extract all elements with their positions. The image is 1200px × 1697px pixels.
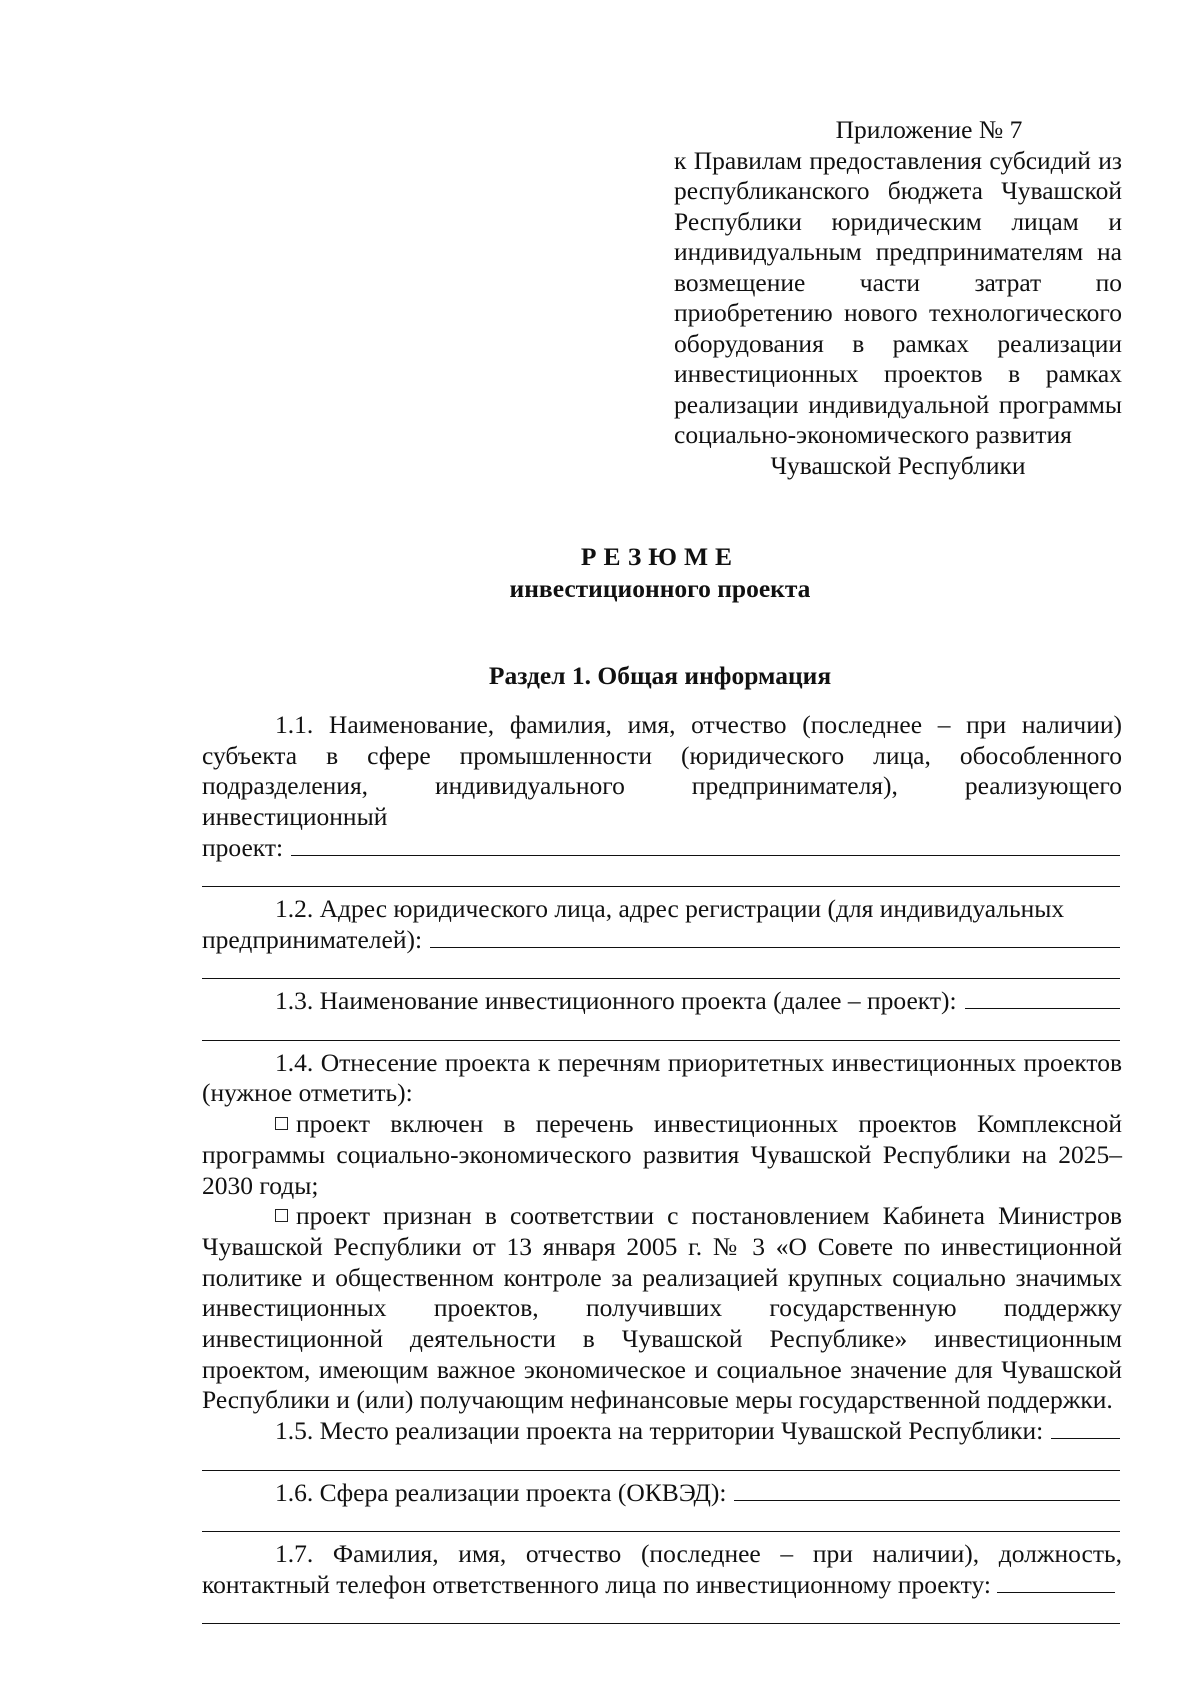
appendix-block (674, 115, 1122, 481)
item-1-2-fill-line[interactable] (430, 925, 1120, 948)
item-1-5-fill-line[interactable] (1051, 1416, 1120, 1439)
item-1-5-blank-line[interactable] (202, 1447, 1122, 1478)
checkbox-icon[interactable] (275, 1117, 288, 1130)
item-1-4-option-1-text: проект включен в перечень инвестиционных проектов Комплексной программы социально-экономического развития Чувашской Республики на 2025–2030 годы; (202, 1109, 1122, 1200)
item-1-6-blank-line[interactable] (202, 1508, 1122, 1539)
item-1-2-row (202, 925, 1122, 956)
item-1-4-option-1 (202, 1109, 1122, 1201)
item-1-2-tail: предпринимателей): (202, 924, 423, 954)
resume-heading: РЕЗЮМЕ (580, 542, 740, 571)
item-1-3-blank-line[interactable] (202, 1017, 1122, 1048)
item-1-4-option-2 (202, 1201, 1122, 1416)
item-1-6-fill-line[interactable] (734, 1478, 1120, 1501)
item-1-4-text: 1.4. Отнесение проекта к перечням приоритетных инвестиционных проектов (нужное отметить): (202, 1047, 1122, 1108)
item-1-5-row (202, 1416, 1122, 1447)
item-1-7-text (202, 1539, 1122, 1600)
item-1-3-text: 1.3. Наименование инвестиционного проекта (далее – проект): (275, 986, 957, 1016)
checkbox-icon[interactable] (275, 1209, 288, 1222)
section-heading: Раздел 1. Общая информация (488, 661, 832, 690)
item-1-7-blank-line[interactable] (202, 1600, 1122, 1631)
resume-subtitle: инвестиционного проекта (509, 574, 811, 603)
item-1-1-fill-line[interactable] (291, 833, 1120, 856)
item-1-3-fill-line[interactable] (965, 986, 1120, 1009)
item-1-7-label: 1.7. Фамилия, имя, отчество (последнее – при наличии), должность, контактный телефон ответственного лица по инвестиционному проекту: (202, 1538, 1122, 1599)
item-1-6-row (202, 1478, 1122, 1509)
item-1-1-text: 1.1. Наименование, фамилия, имя, отчество (последнее – при наличии) субъекта в сфере промышленности (юридического лица, обособленного подразделения, индивидуального предпринимателя), реализующего инвестиционный (202, 710, 1122, 832)
item-1-1-blank-line[interactable] (202, 864, 1122, 895)
item-1-2-blank-line[interactable] (202, 956, 1122, 987)
item-1-1-row (202, 833, 1122, 864)
item-1-3-row (202, 986, 1122, 1017)
item-1-4-option-2-text: проект признан в соответствии с постановлением Кабинета Министров Чувашской Республики от 13 января 2005 г. № 3 «О Совете по инвестиционной политике и общественном контроле за реализацией крупных социально значимых инвестиционных проектов, получивших государственную поддержку инвестиционной деятельности в Чувашской Республике» инвестиционным проектом, имеющим важное экономическое и социальное значение для Чувашской Республики и (или) получающим нефинансовые меры государственной поддержки. (202, 1201, 1122, 1415)
item-1-2-text: 1.2. Адрес юридического лица, адрес регистрации (для индивидуальных (275, 894, 1065, 924)
appendix-last-line: Чувашской Республики (770, 450, 1026, 480)
appendix-title: Приложение № 7 (835, 115, 1023, 144)
item-1-1-tail: проект: (202, 832, 284, 862)
appendix-body: к Правилам предоставления субсидий из республиканского бюджета Чувашской Республики юридическим лицам и индивидуальным предпринимателям на возмещение части затрат по приобретению нового технологического оборудования в рамках реализации инвестиционных проектов в рамках реализации индивидуальной программы социально-экономического развития (674, 145, 1122, 449)
item-1-5-text: 1.5. Место реализации проекта на территории Чувашской Республики: (275, 1416, 1044, 1446)
item-1-7-fill-line[interactable] (997, 1570, 1115, 1593)
form-body (202, 710, 1122, 1631)
item-1-6-text: 1.6. Сфера реализации проекта (ОКВЭД): (275, 1477, 727, 1507)
